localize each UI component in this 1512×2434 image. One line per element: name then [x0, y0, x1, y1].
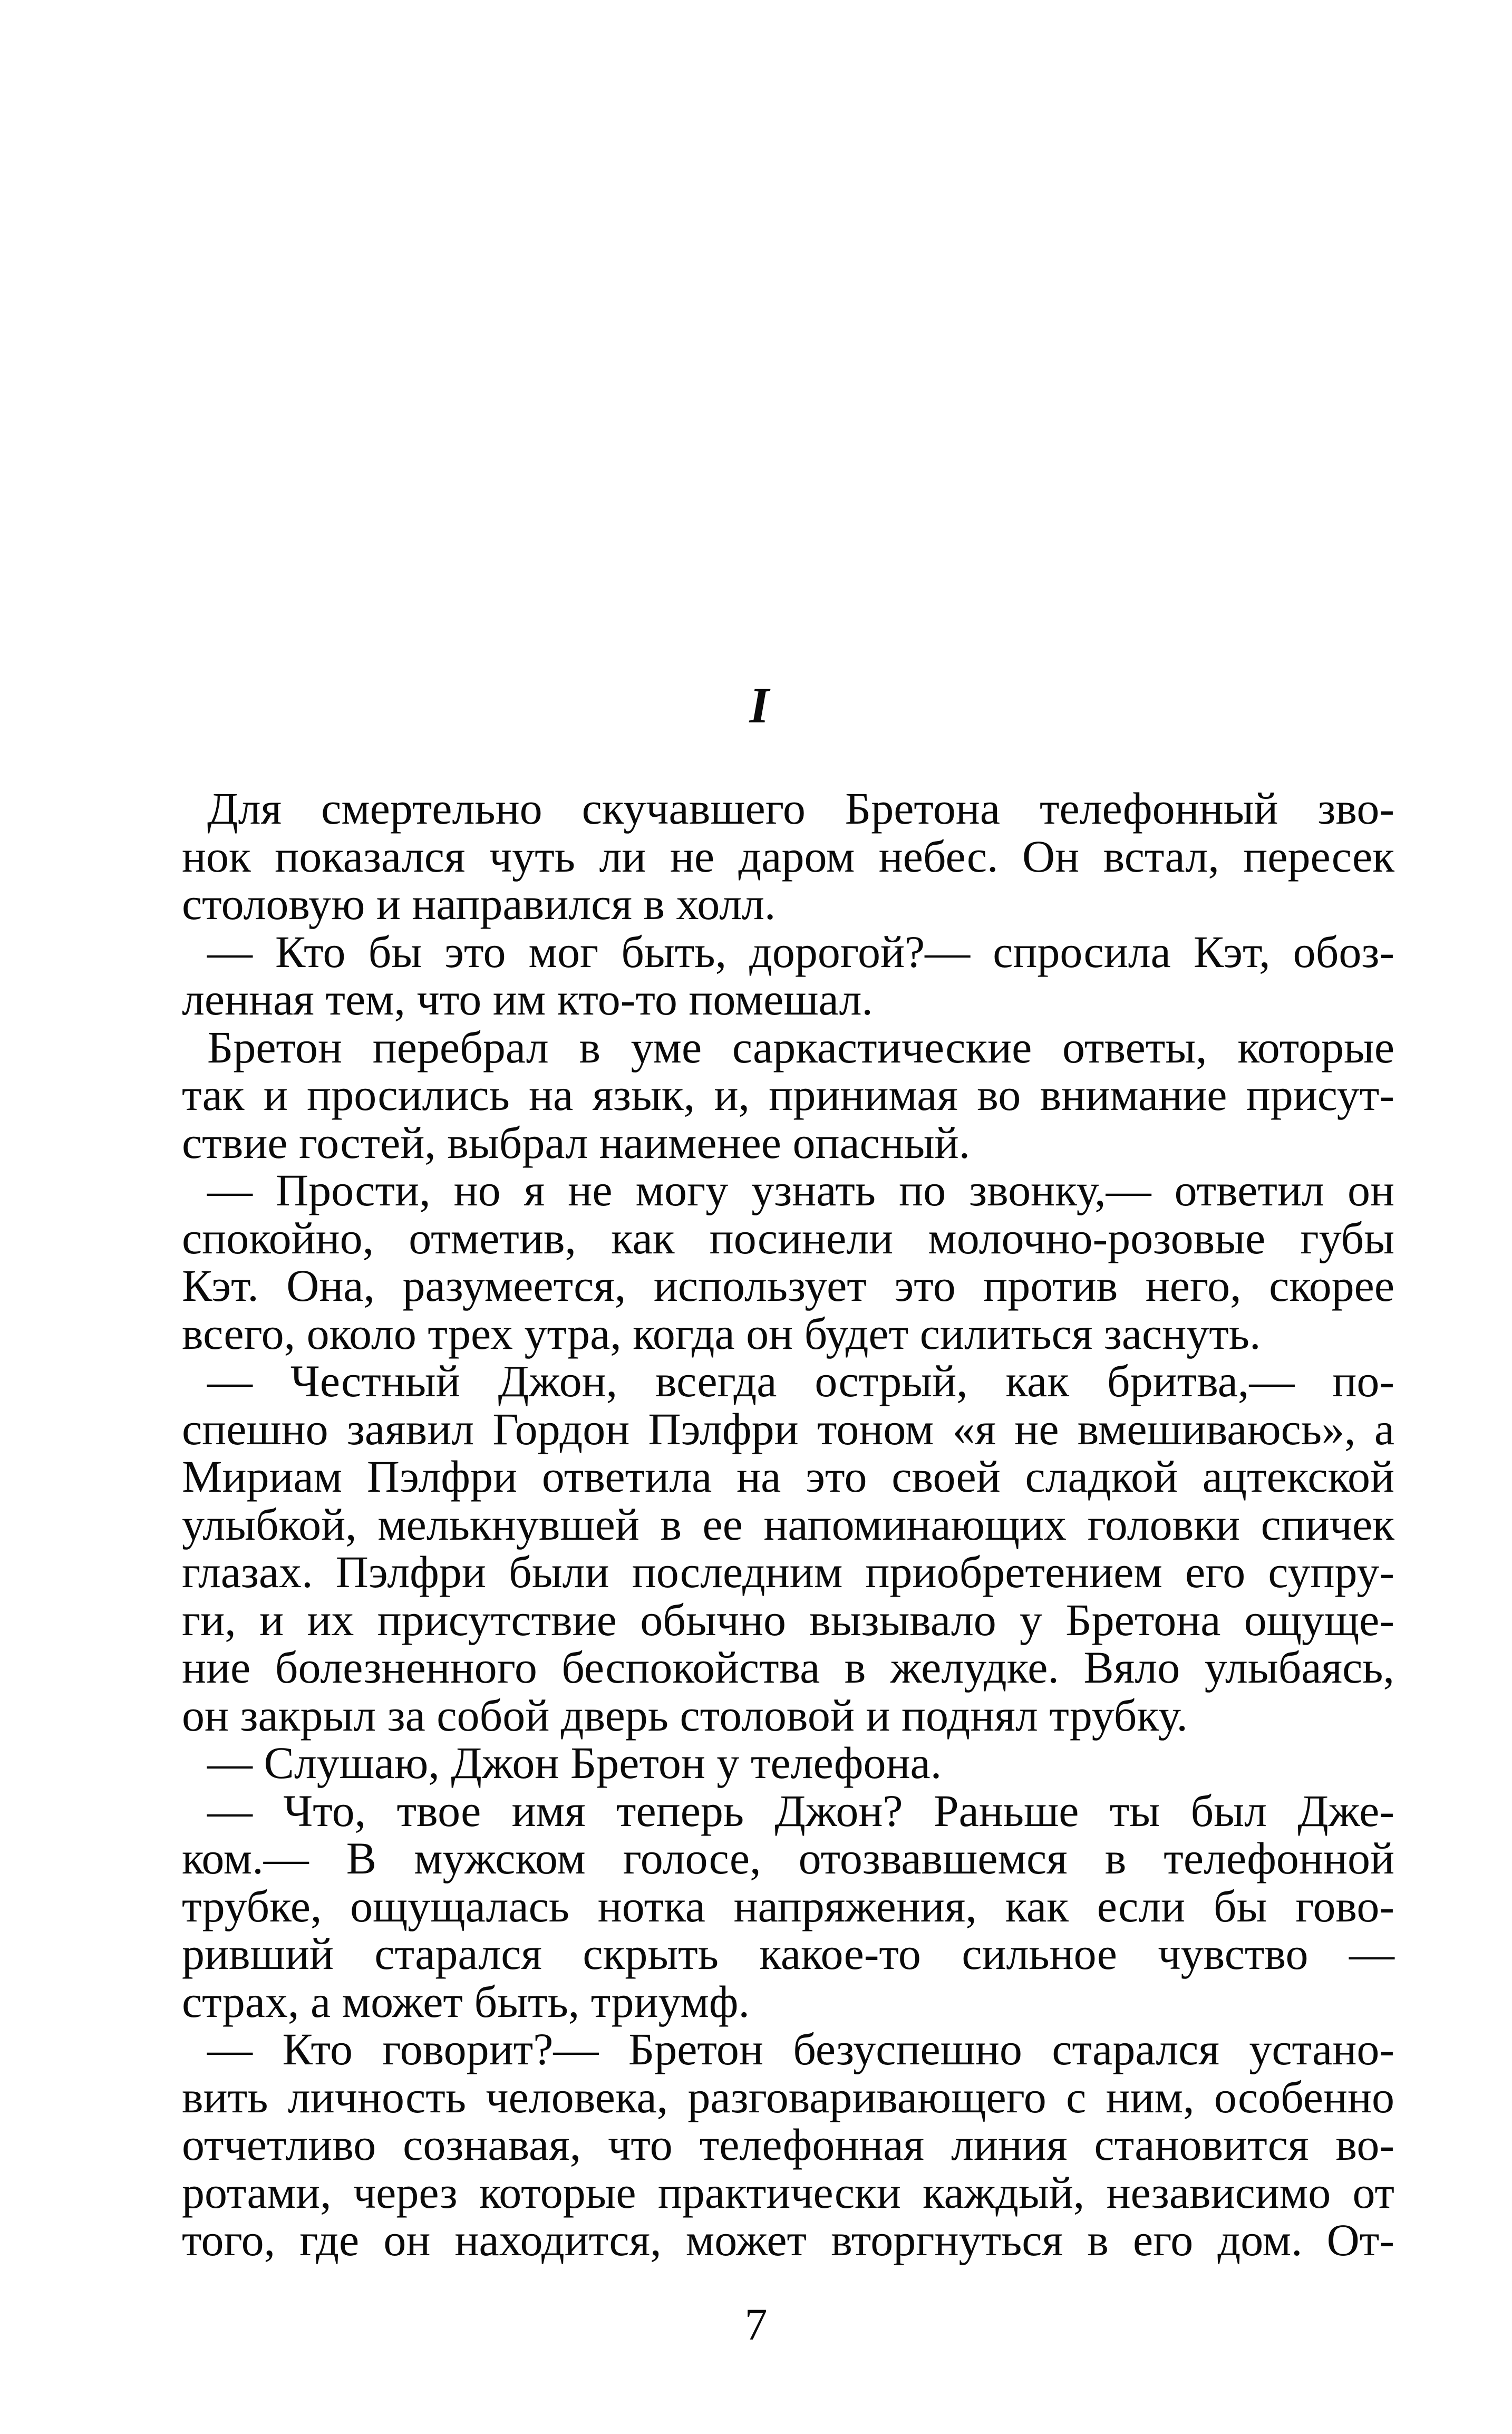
text-line: Кэт. Она, разумеется, использует это против него, скорее — [182, 1260, 1394, 1311]
text-line: нок показался чуть ли не даром небес. Он встал, пересек — [182, 830, 1394, 882]
text-line: трубке, ощущалась нотка напряжения, как если бы гово- — [182, 1880, 1394, 1931]
text-line: спешно заявил Гордон Пэлфри тоном «я не вмешиваюсь», а — [182, 1403, 1394, 1454]
text-line: того, где он находится, может вторгнуться в его дом. От- — [182, 2215, 1394, 2265]
text-line: улыбкой, мелькнувшей в ее напоминающих головки спичек — [182, 1499, 1394, 1550]
text-line: страх, а может быть, триумф. — [182, 1976, 750, 2027]
body-text — [182, 785, 1394, 2264]
text-line: ленная тем, что им кто-то помешал. — [182, 974, 873, 1025]
text-line: отчетливо сознавая, что телефонная линия становится во- — [182, 2119, 1394, 2170]
text-line: ние болезненного беспокойства в желудке. Вяло улыбаясь, — [182, 1642, 1394, 1693]
text-line: он закрыл за собой дверь столовой и поднял трубку. — [182, 1689, 1188, 1741]
text-line: спокойно, отметив, как посинели молочно-розовые губы — [182, 1212, 1394, 1263]
text-line: вить личность человека, разговаривающего с ним, особенно — [182, 2071, 1394, 2122]
text-line: ротами, через которые практически каждый, независимо от — [182, 2167, 1394, 2218]
text-line: ривший старался скрыть какое-то сильное чувство — — [182, 1928, 1394, 1979]
text-line: всего, около трех утра, когда он будет силиться заснуть. — [182, 1308, 1261, 1359]
text-line: — Кто бы это мог быть, дорогой?— спросила Кэт, обоз- — [207, 926, 1394, 977]
text-line: — Слушаю, Джон Бретон у телефона. — [207, 1737, 942, 1788]
text-line: — Честный Джон, всегда острый, как бритва,— по- — [207, 1356, 1394, 1406]
page-number: 7 — [744, 2299, 768, 2350]
text-line: ги, и их присутствие обычно вызывало у Бретона ощуще- — [182, 1594, 1394, 1645]
text-line: так и просились на язык, и, принимая во внимание присут- — [182, 1069, 1394, 1120]
text-line: глазах. Пэлфри были последним приобретением его супру- — [182, 1547, 1394, 1597]
text-line: — Кто говорит?— Бретон безуспешно старался устано- — [207, 2024, 1394, 2074]
text-line: столовую и направился в холл. — [182, 878, 776, 929]
text-line: — Что, твое имя теперь Джон? Раньше ты был Дже- — [207, 1785, 1394, 1836]
chapter-number: I — [749, 677, 769, 733]
text-line: — Прости, но я не могу узнать по звонку,— ответил он — [207, 1165, 1394, 1215]
text-line: Бретон перебрал в уме саркастические ответы, которые — [207, 1021, 1394, 1073]
text-line: Для смертельно скучавшего Бретона телефонный зво- — [207, 783, 1394, 834]
text-line: Мириам Пэлфри ответила на это своей сладкой ацтекской — [182, 1451, 1394, 1502]
text-line: ком.— В мужском голосе, отозвавшемся в телефонной — [182, 1833, 1394, 1884]
text-line: ствие гостей, выбрал наименее опасный. — [182, 1117, 971, 1168]
